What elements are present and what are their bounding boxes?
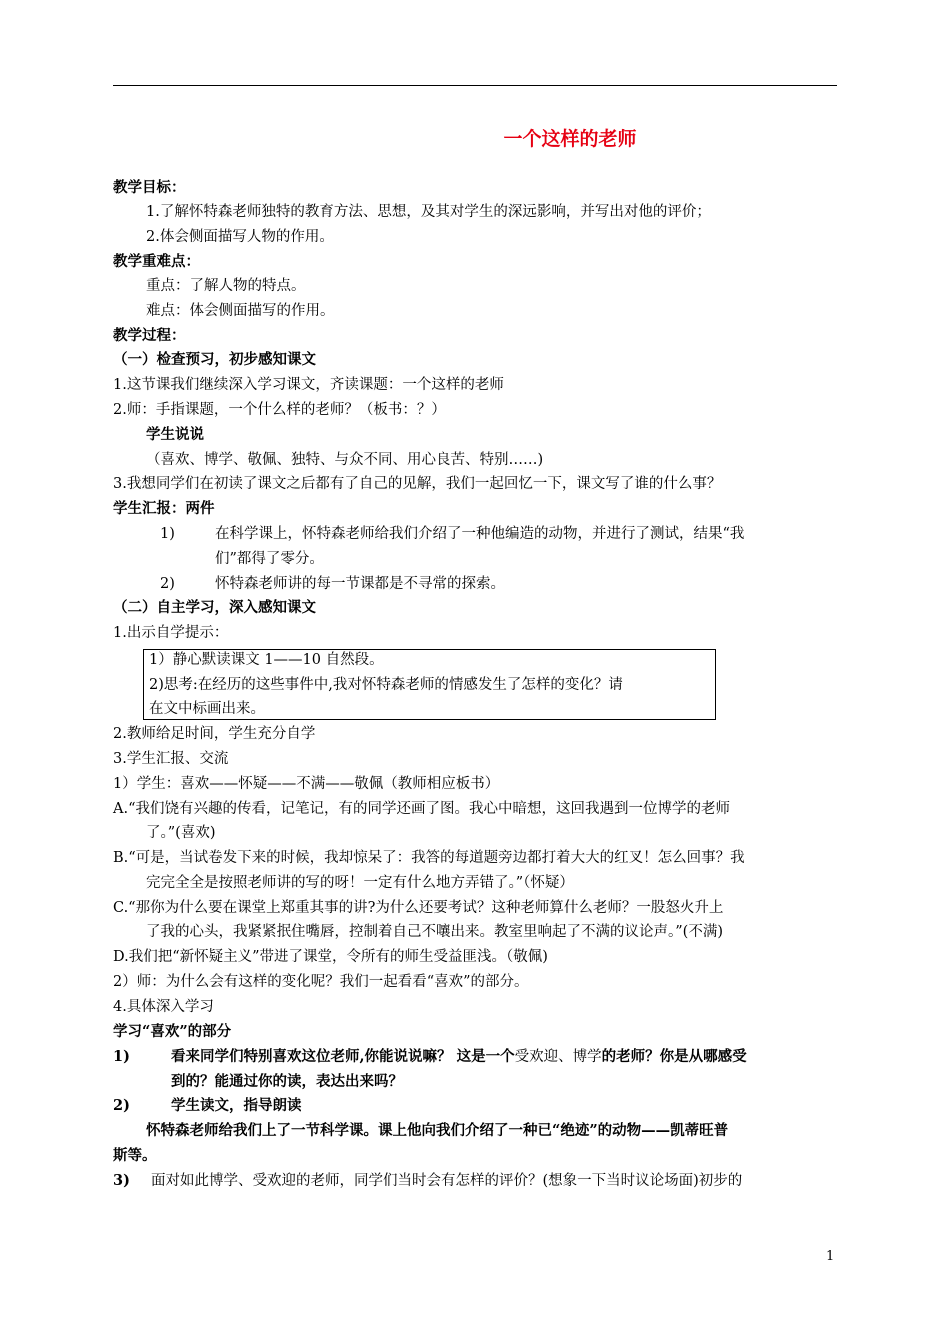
section1-heading: （一）检查预习，初步感知课文 [113,351,316,368]
objective-item-2: 2.体会侧面描写人物的作用。 [146,229,334,245]
question-1-plain: 受欢迎、博学 [514,1049,602,1065]
question-2-number: 2) [113,1097,130,1114]
section2-line-3: 3.学生汇报、交流 [113,751,229,767]
quote-d-line: D.我们把“新怀疑主义”带进了课堂，令所有的师生受益匪浅。（敬佩) [113,949,548,965]
section1-line-3: 3.我想同学们在初读了课文之后都有了自己的见解，我们一起回忆一下，课文写了谁的什么事？ [113,476,722,492]
report-2-number: 2) [160,576,175,592]
section2-line-4: 4.具体深入学习 [113,999,214,1015]
objective-item-1: 1.了解怀特森老师独特的教育方法、思想，及其对学生的深远影响，并写出对他的评价； [146,204,711,220]
report-1-text-cont: 们”都得了零分。 [215,551,324,567]
section2-heading: （二）自主学习，深入感知课文 [113,599,316,616]
question-3-text: 面对如此博学、受欢迎的老师，同学们当时会有怎样的评价？(想象一下当时议论场面)初步的 [151,1173,743,1189]
reading-passage-line-1: 怀特森老师给我们上了一节科学课。课上他向我们介绍了一种已“绝迹”的动物——凯蒂旺普 [146,1122,729,1139]
keypoints-heading: 教学重难点： [113,253,200,270]
section1-line-1: 1.这节课我们继续深入学习课文，齐读课题：一个这样的老师 [113,377,504,393]
header-rule [113,85,837,86]
page-number: 1 [826,1249,835,1264]
process-heading: 教学过程： [113,327,186,344]
prompt-line-1: 1）静心默读课文 1——10 自然段。 [149,652,384,668]
teacher-question: 2）师：为什么会有这样的变化呢？我们一起看看“喜欢”的部分。 [113,974,529,990]
section1-line-2: 2.师：手指课题，一个什么样的老师？（板书：？） [113,402,446,418]
objectives-heading: 教学目标： [113,179,186,196]
keypoint-difficult: 难点：体会侧面描写的作用。 [146,303,335,319]
question-2-text: 学生读文，指导朗读 [171,1097,302,1114]
quote-c-line-1: C.“那你为什么要在课堂上郑重其事的讲?为什么还要考试？这种老师算什么老师？一股怒火升上 [113,900,724,916]
prompt-line-3: 在文中标画出来。 [149,701,265,717]
quote-a-line-1: A.“我们饶有兴趣的传看，记笔记，有的同学还画了图。我心中暗想，这回我遇到一位博学的老师 [113,801,730,817]
question-1-number: 1) [113,1048,130,1065]
question-1-part-a: 看来同学们特别喜欢这位老师,你能说说嘛？ 这是一个 [171,1048,515,1065]
report-2-text: 怀特森老师讲的每一节课都是不寻常的探索。 [215,576,505,592]
report-1-text: 在科学课上，怀特森老师给我们介绍了一种他编造的动物，并进行了测试，结果“我 [215,526,745,542]
report-1-number: 1) [160,526,175,542]
student-answer: 1）学生：喜欢——怀疑——不满——敬佩（教师相应板书） [113,776,500,792]
section2-line-1: 1.出示自学提示： [113,625,229,641]
question-1-text [171,1045,747,1069]
report-heading: 学生汇报：两件 [113,500,215,517]
quote-c-line-2: 了我的心头，我紧紧抿住嘴唇，控制着自己不嚷出来。教室里响起了不满的议论声。”(不满) [146,924,723,940]
students-say-label: 学生说说 [146,426,204,443]
section2-line-2: 2.教师给足时间，学生充分自学 [113,726,316,742]
page-title: 一个这样的老师 [503,128,637,150]
quote-b-line-1: B.“可是，当试卷发下来的时候，我却惊呆了：我答的每道题旁边都打着大大的红叉！怎么回事？我 [113,850,745,866]
prompt-line-2: 2)思考:在经历的这些事件中,我对怀特森老师的情感发生了怎样的变化？请 [149,677,623,693]
like-section-heading: 学习“喜欢”的部分 [113,1023,232,1040]
question-1-part-c: 的老师？你是从哪感受 [601,1048,747,1065]
adjectives-list: （喜欢、博学、敬佩、独特、与众不同、用心良苦、特别……) [146,452,544,468]
question-3-number: 3) [113,1172,130,1189]
keypoint-key: 重点：了解人物的特点。 [146,278,306,294]
quote-a-line-2: 了。”(喜欢) [146,825,216,841]
question-1-text-cont: 到的？能通过你的读，表达出来吗？ [171,1073,403,1090]
quote-b-line-2: 完完全全是按照老师讲的写的呀！一定有什么地方弄错了。”（怀疑） [146,875,574,891]
reading-passage-line-2: 斯等。 [113,1147,157,1164]
